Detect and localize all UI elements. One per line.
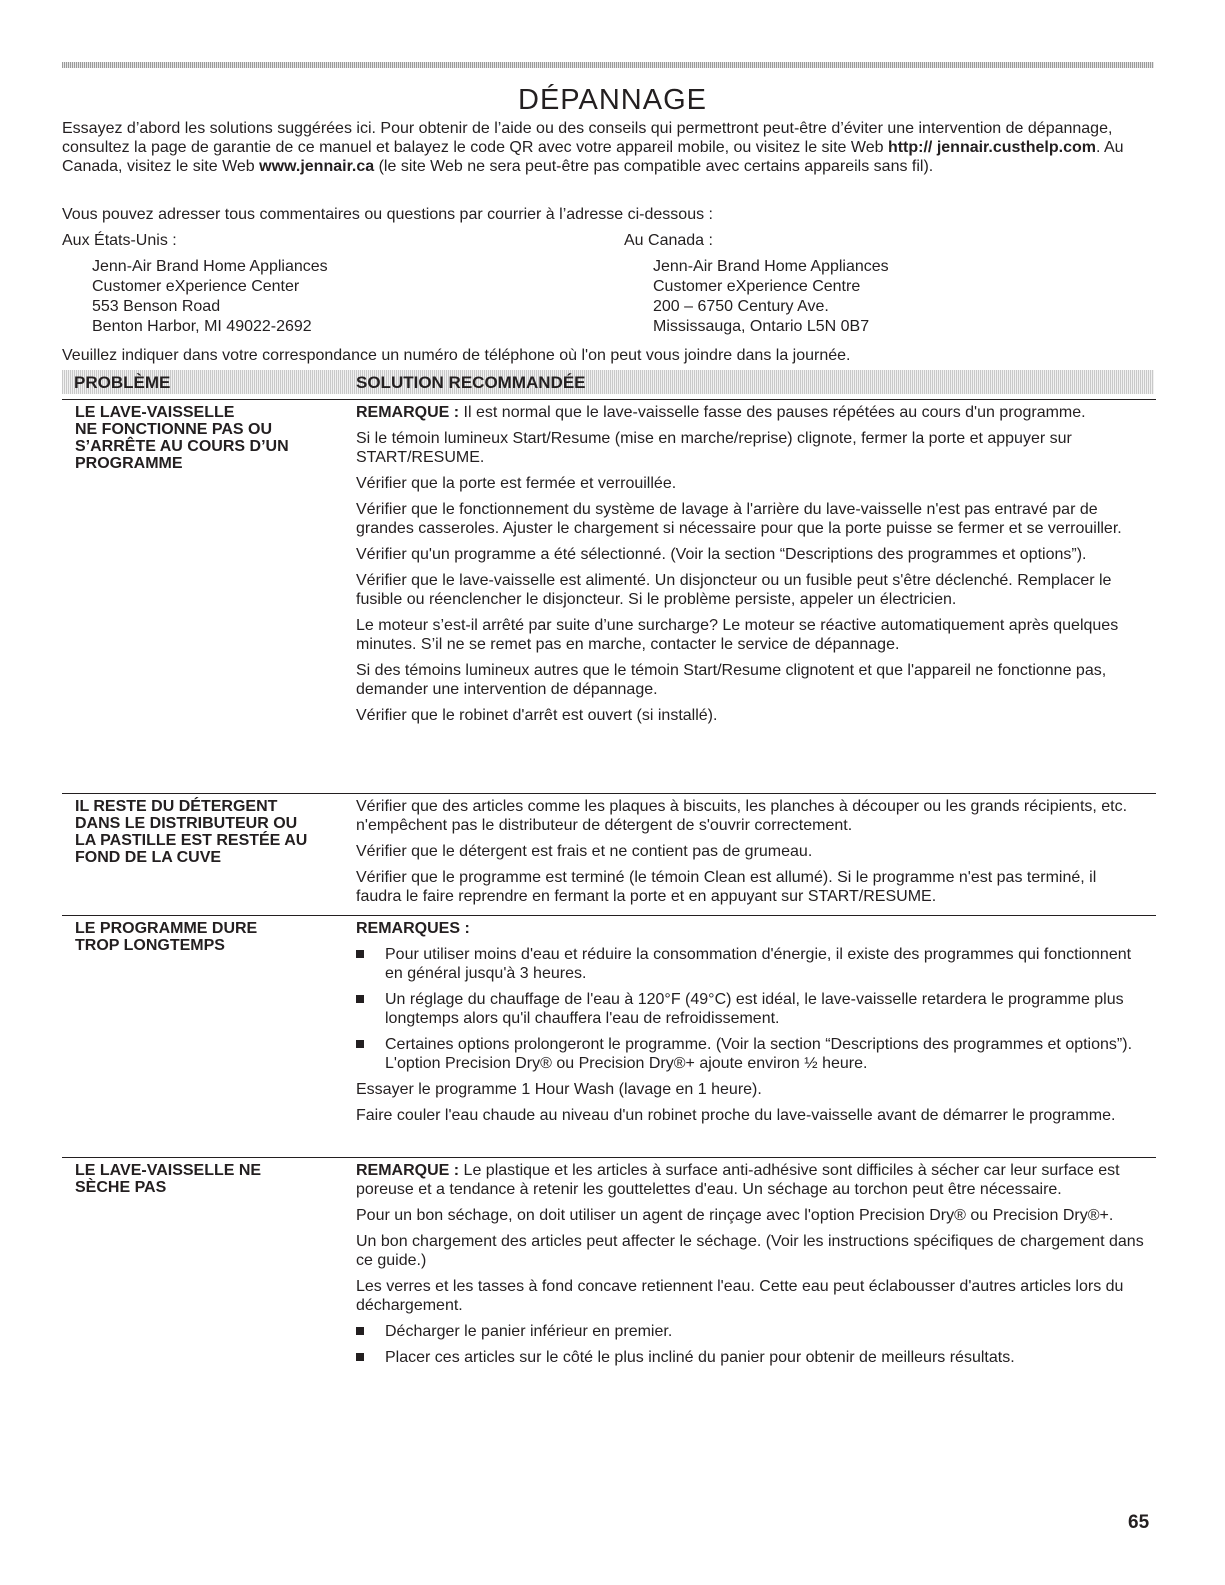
solution-column-header: SOLUTION RECOMMANDÉE <box>356 373 586 392</box>
table-header <box>62 370 1154 394</box>
problem-line: LE LAVE-VAISSELLE NE <box>75 1162 262 1179</box>
problem-line: DANS LE DISTRIBUTEUR OU <box>75 815 298 832</box>
solution-paragraph: Vérifier que la porte est fermée et verrouillée. <box>356 475 677 492</box>
solution-paragraph: Vérifier que le lave-vaisselle est alimenté. Un disjoncteur ou un fusible peut s'être déclenché. Remplacer le fusible ou réenclencher le disjoncteur. Si le problème persiste, appeler un électricien. <box>356 572 1112 608</box>
bullet-item <box>356 1035 1146 1073</box>
note-label: REMARQUE : <box>356 1162 460 1179</box>
us-heading: Aux États-Unis : <box>62 232 177 249</box>
us-address <box>92 257 328 337</box>
bullet-text: Un réglage du chauffage de l'eau à 120°F (49°C) est idéal, le lave-vaisselle retardera le programme plus longtemps alors qu'il chauffera l'eau de refroidissement. <box>385 991 1124 1027</box>
address-line: Mississauga, Ontario L5N 0B7 <box>653 318 870 335</box>
problem-line: LA PASTILLE EST RESTÉE AU <box>75 832 308 849</box>
bullet-item <box>356 1348 1146 1367</box>
bullet-text: Certaines options prolongeront le programme. (Voir la section “Descriptions des programmes et options”). L'option Precision Dry® ou Precision Dry®+ ajoute environ ½ heure. <box>385 1036 1133 1072</box>
solution-paragraph: Les verres et les tasses à fond concave retiennent l'eau. Cette eau peut éclabousser d'autres articles lors du déchargement. <box>356 1278 1124 1314</box>
solution-cell <box>356 403 1146 732</box>
note <box>356 919 1146 938</box>
bullet-square-icon <box>356 1327 364 1335</box>
solution-paragraph: Vérifier que le détergent est frais et ne contient pas de grumeau. <box>356 843 813 860</box>
bullet-square-icon <box>356 1040 364 1048</box>
jennair-ca-link[interactable]: www.jennair.ca <box>259 158 375 175</box>
note <box>356 403 1146 422</box>
solution-paragraph: Si des témoins lumineux autres que le témoin Start/Resume clignotent et que l'appareil ne fonctionne pas, demander une intervention de dépannage. <box>356 662 1107 698</box>
bullet-text: Pour utiliser moins d'eau et réduire la consommation d'énergie, il existe des programmes qui fonctionnent en général jusqu'à 3 heures. <box>385 946 1132 982</box>
table-row <box>62 399 1156 792</box>
solution-paragraph: Si le témoin lumineux Start/Resume (mise en marche/reprise) clignote, fermer la porte et appuyer sur START/RESUME. <box>356 430 1072 466</box>
solution-paragraph: Faire couler l'eau chaude au niveau d'un robinet proche du lave-vaisselle avant de démarrer le programme. <box>356 1107 1116 1124</box>
canada-address <box>653 257 889 337</box>
address-line: Customer eXperience Center <box>92 278 300 295</box>
bullet-text: Décharger le panier inférieur en premier. <box>385 1323 673 1340</box>
canada-heading: Au Canada : <box>624 232 713 249</box>
solution-paragraph: Un bon chargement des articles peut affecter le séchage. (Voir les instructions spécifiques de chargement dans ce guide.) <box>356 1233 1144 1269</box>
problem-cell <box>75 920 345 954</box>
solution-paragraph: Vérifier qu'un programme a été sélectionné. (Voir la section “Descriptions des programmes et options”). <box>356 546 1087 563</box>
problem-line: FOND DE LA CUVE <box>75 849 222 866</box>
table-row <box>62 1157 1156 1418</box>
problem-cell <box>75 1162 345 1196</box>
intro-text-3: (le site Web ne sera peut-être pas compatible avec certains appareils sans fil). <box>374 158 934 175</box>
address-line: 553 Benson Road <box>92 298 221 315</box>
bullet-square-icon <box>356 995 364 1003</box>
bullet-item <box>356 1322 1146 1341</box>
problem-line: TROP LONGTEMPS <box>75 937 225 954</box>
page-number: 65 <box>1128 1512 1150 1533</box>
note-text: Il est normal que le lave-vaisselle fasse des pauses répétées au cours d'un programme. <box>459 404 1086 421</box>
bullet-text: Placer ces articles sur le côté le plus incliné du panier pour obtenir de meilleurs résultats. <box>385 1349 1015 1366</box>
note-label: REMARQUES : <box>356 920 470 937</box>
solution-paragraph: Essayer le programme 1 Hour Wash (lavage en 1 heure). <box>356 1081 762 1098</box>
address-line: Benton Harbor, MI 49022-2692 <box>92 318 312 335</box>
solution-cell <box>356 1161 1146 1374</box>
problem-line: IL RESTE DU DÉTERGENT <box>75 798 278 815</box>
solution-cell <box>356 797 1146 913</box>
solution-paragraph: Vérifier que le programme est terminé (le témoin Clean est allumé). Si le programme n'est pas terminé, il faudra le faire reprendre en fermant la porte et en appuyant sur START/RESUME. <box>356 869 1097 905</box>
intro-text-1: Essayez d’abord les solutions suggérées ici. Pour obtenir de l’aide ou des conseils qui permettront peut-être d’éviter une intervention de dépannage, consultez la page de garantie de ce manuel et balayez le code QR avec votre appareil mobile, ou visitez le site Web <box>62 120 1113 156</box>
page-title: DÉPANNAGE <box>518 84 707 116</box>
bullet-item <box>356 990 1146 1028</box>
address-line: Jenn-Air Brand Home Appliances <box>653 258 889 275</box>
note-text: Le plastique et les articles à surface anti-adhésive sont difficiles à sécher car leur surface est poreuse et a tendance à retenir les gouttelettes d'eau. Un séchage au torchon peut être nécessaire. <box>356 1162 1120 1198</box>
problem-column-header: PROBLÈME <box>74 373 171 392</box>
solution-paragraph: Vérifier que des articles comme les plaques à biscuits, les planches à découper ou les grands récipients, etc. n'empêchent pas le distributeur de détergent de s'ouvrir correctement. <box>356 798 1128 834</box>
address-line: 200 – 6750 Century Ave. <box>653 298 829 315</box>
address-line: Customer eXperience Centre <box>653 278 861 295</box>
table-row <box>62 793 1156 914</box>
problem-cell <box>75 798 345 866</box>
problem-line: PROGRAMME <box>75 455 183 472</box>
problem-line: NE FONCTIONNE PAS OU <box>75 421 273 438</box>
intro-text-2: . Au Canada, visitez le site Web <box>62 139 1124 175</box>
bullet-square-icon <box>356 1353 364 1361</box>
table-row <box>62 915 1156 1156</box>
phone-note: Veuillez indiquer dans votre correspondance un numéro de téléphone où l'on peut vous joindre dans la journée. <box>62 347 851 364</box>
solution-paragraph: Vérifier que le robinet d'arrêt est ouvert (si installé). <box>356 707 718 724</box>
solution-cell <box>356 919 1146 1132</box>
bullet-square-icon <box>356 950 364 958</box>
solution-paragraph: Le moteur s’est-il arrêté par suite d’une surcharge? Le moteur se réactive automatiquement après quelques minutes. S’il ne se remet pas en marche, contacter le service de dépannage. <box>356 617 1119 653</box>
problem-cell <box>75 404 345 472</box>
address-line: Jenn-Air Brand Home Appliances <box>92 258 328 275</box>
intro-paragraph <box>62 119 1157 176</box>
problem-line: LE PROGRAMME DURE <box>75 920 258 937</box>
custhelp-link[interactable]: http:// jennair.custhelp.com <box>887 139 1096 156</box>
note <box>356 1161 1146 1199</box>
bullet-item <box>356 945 1146 983</box>
problem-line: SÈCHE PAS <box>75 1179 167 1196</box>
correspondence-text: Vous pouvez adresser tous commentaires ou questions par courrier à l’adresse ci-dessous : <box>62 206 713 223</box>
header-rule <box>62 62 1154 68</box>
solution-paragraph: Vérifier que le fonctionnement du système de lavage à l'arrière du lave-vaisselle n'est pas entravé par de grandes casseroles. Ajuster le chargement si nécessaire pour que la porte puisse se fermer et se verrouiller. <box>356 501 1122 537</box>
problem-line: LE LAVE-VAISSELLE <box>75 404 235 421</box>
problem-line: S’ARRÊTE AU COURS D’UN <box>75 438 289 455</box>
note-label: REMARQUE : <box>356 404 460 421</box>
solution-paragraph: Pour un bon séchage, on doit utiliser un agent de rinçage avec l'option Precision Dry® ou Precision Dry®+. <box>356 1207 1114 1224</box>
